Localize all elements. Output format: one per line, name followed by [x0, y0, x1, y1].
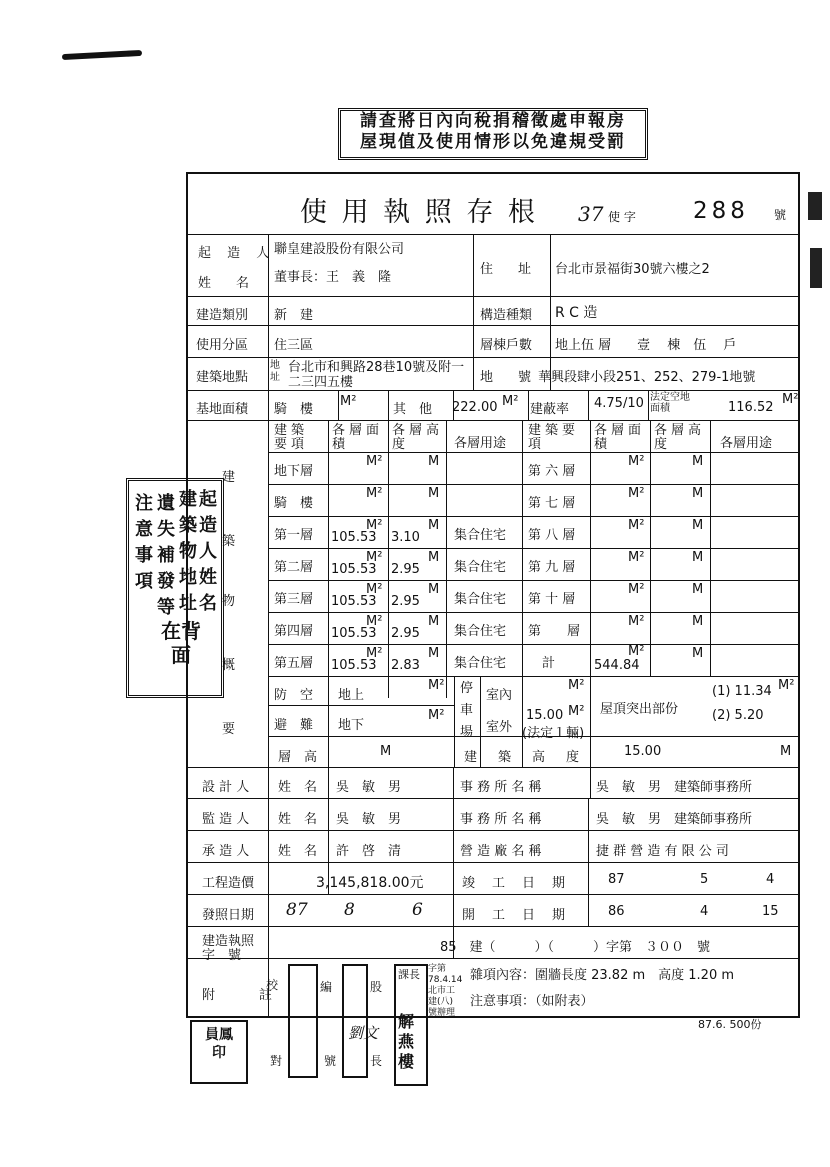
- applicant-chairman: 董事長：王 義 隆: [274, 270, 392, 285]
- vertical-label-1: 建: [222, 470, 236, 485]
- open-area-label: 法定空地面積: [650, 392, 690, 414]
- floor-name: 第一層: [274, 528, 314, 543]
- form-title: 使 用 執 照 存 根: [300, 197, 538, 228]
- issue-day: 6: [412, 900, 423, 920]
- roof-value-2: (2) 5.20: [712, 708, 764, 723]
- floor-name: 地下層: [274, 464, 314, 479]
- parking-outdoor-value: 15.00: [526, 708, 564, 723]
- header-use-2: 各層用途: [720, 436, 773, 451]
- contractor-name-label: 姓 名: [278, 844, 318, 859]
- remarks-label: 附 註: [202, 988, 279, 1003]
- unit-m2: M²: [366, 646, 383, 661]
- permit-number: 288: [693, 198, 749, 224]
- issue-year: 87: [286, 900, 308, 920]
- hao-char: 號: [774, 208, 787, 222]
- unit-m2: M²: [568, 704, 585, 719]
- floors-value: 地上伍 層 壹 棟 伍 戶: [555, 338, 737, 353]
- contractor-office-label: 營 造 廠 名 稱: [460, 844, 542, 859]
- unit-m2: M²: [778, 678, 795, 693]
- unit-m2: M²: [568, 678, 585, 693]
- sign-ji: 對: [270, 1054, 283, 1068]
- height-unit: M: [380, 744, 392, 759]
- unit-m: M: [692, 550, 704, 565]
- roof-label: 屋頂突出部份: [600, 702, 679, 717]
- unit-m: M: [428, 454, 440, 469]
- vertical-label-2: 築: [222, 534, 236, 549]
- addr-tag: 地址: [270, 360, 280, 383]
- area-label: 基地面積: [196, 402, 249, 417]
- floor-use: 集合住宅: [454, 560, 507, 575]
- floor-height: 2.95: [391, 562, 420, 577]
- vertical-label-4: 概: [222, 658, 236, 673]
- permit-label-2: 字 號: [202, 948, 242, 963]
- supervisor-office: 吳 敏 男 建築師事務所: [596, 812, 753, 827]
- vertical-label-5: 要: [222, 722, 236, 737]
- unit-m: M: [428, 486, 440, 501]
- unit-m: M: [692, 614, 704, 629]
- floor-area: 105.53: [331, 626, 377, 641]
- floor-use: 集合住宅: [454, 528, 507, 543]
- parking-label: 停車場: [460, 681, 474, 740]
- permit-text: 85 建（ ）（ ）字第 ３００ 號: [440, 940, 711, 955]
- unit-m: M: [428, 518, 440, 533]
- coverage-label: 建蔽率: [530, 402, 570, 417]
- open-area-unit: M²: [782, 392, 799, 407]
- zone-label: 使用分區: [196, 338, 249, 353]
- sign-doc-ref: 字第78.4.14北市工建(八)號辦理: [428, 964, 463, 1018]
- permit-suffix: 使 字: [608, 210, 636, 224]
- unit-m2: M²: [366, 582, 383, 597]
- other-unit: M²: [502, 394, 519, 409]
- unit-m: M: [692, 486, 704, 501]
- supervisor-name: 吳 敏 男: [336, 812, 402, 827]
- floor-name: 第二層: [274, 560, 314, 575]
- signature-block: [266, 960, 463, 1080]
- side-stamp-back: 在背面: [161, 619, 201, 667]
- height-label: 層 高: [278, 750, 318, 765]
- floor-height: 2.95: [391, 626, 420, 641]
- scan-mark-top: [62, 50, 142, 60]
- unit-m: M: [692, 646, 704, 661]
- unit-m2: M²: [366, 550, 383, 565]
- unit-m: M: [692, 582, 704, 597]
- sign-section: 股: [370, 980, 383, 994]
- total-area: 544.84: [594, 658, 640, 673]
- floor-right-name: 第 十 層: [528, 592, 576, 607]
- arcade-label: 騎 樓: [274, 402, 314, 417]
- structure-label: 構造種類: [480, 308, 533, 323]
- unit-m2: M²: [628, 518, 645, 533]
- unit-m2: M²: [628, 582, 645, 597]
- seal-text: 員鳳印: [205, 1027, 233, 1061]
- designer-name: 吳 敏 男: [336, 780, 402, 795]
- side-stamp-col3: 遺失補發等: [157, 493, 175, 618]
- contractor-name: 許 啓 清: [336, 844, 402, 859]
- parking-legal: (法定１輛): [522, 726, 585, 741]
- unit-m2: M²: [428, 708, 445, 723]
- permit-form: [186, 172, 800, 1018]
- remarks-misc: 雜項內容：圍牆長度 23.82 m 高度 1.20 m: [470, 968, 735, 983]
- designer-office-label: 事 務 所 名 稱: [460, 780, 542, 795]
- roof-value-1: (1) 11.34: [712, 684, 772, 699]
- applicant-label-b: 姓 名: [198, 276, 256, 291]
- scan-margin-marks: [804, 192, 824, 312]
- unit-m2: M²: [366, 454, 383, 469]
- floor-right-name: 第 八 層: [528, 528, 576, 543]
- unit-m2: M²: [628, 550, 645, 565]
- type-label: 建造類別: [196, 308, 249, 323]
- floor-use: 集合住宅: [454, 656, 507, 671]
- unit-m2: M²: [628, 454, 645, 469]
- site-label: 建築地點: [196, 370, 249, 385]
- floors-label: 層棟戶數: [480, 338, 533, 353]
- total-label: 計: [542, 656, 556, 671]
- other-value: 222.00: [452, 400, 498, 415]
- structure-value: R C 造: [555, 305, 598, 321]
- lot-value: 華興段肆小段251、252、279-1地號: [538, 370, 756, 385]
- side-stamp-col2: 建築物地址: [179, 489, 197, 614]
- contractor-office: 捷 群 營 造 有 限 公 司: [596, 844, 729, 859]
- tax-notice-stamp: [338, 108, 648, 160]
- official-seal-stamp: [190, 1020, 248, 1084]
- side-stamp-col4: 注意事項: [135, 493, 153, 592]
- shelter-label-2: 避 難: [274, 718, 314, 733]
- floor-right-name: 第 七 層: [528, 496, 576, 511]
- unit-m2: M²: [366, 518, 383, 533]
- cost-value: 3,145,818.00元: [316, 875, 424, 891]
- issue-month: 8: [344, 900, 355, 920]
- start-month: 4: [700, 904, 709, 919]
- start-year: 86: [608, 904, 625, 919]
- shelter-val-1: 地上: [338, 688, 365, 703]
- building-height-value: 15.00: [624, 744, 662, 759]
- tax-notice-line2: 屋現值及使用情形以免違規受罰: [360, 132, 626, 152]
- permit-label-1: 建造執照: [202, 934, 255, 949]
- completion-month: 5: [700, 872, 709, 887]
- zone-value: 住三區: [274, 338, 314, 353]
- unit-m: M: [428, 614, 440, 629]
- sign-zhang: 長: [370, 1054, 383, 1068]
- floor-area: 105.53: [331, 562, 377, 577]
- floor-right-name: 第 層: [528, 624, 581, 639]
- vertical-label-3: 物: [222, 594, 236, 609]
- header-item: 建築要項: [274, 423, 309, 452]
- shelter-label-1: 防 空: [274, 688, 314, 703]
- remarks-notes: 注意事項：（如附表）: [470, 994, 594, 1009]
- cost-label: 工程造價: [202, 876, 255, 891]
- start-day: 15: [762, 904, 779, 919]
- building-height-unit: M: [780, 744, 792, 759]
- unit-m2: M²: [366, 614, 383, 629]
- floor-right-name: 第 六 層: [528, 464, 576, 479]
- contractor-role: 承 造 人: [202, 844, 250, 859]
- completion-day: 4: [766, 872, 775, 887]
- coverage-value: 4.75/10: [594, 396, 644, 411]
- unit-m: M: [692, 454, 704, 469]
- floor-height: 3.10: [391, 530, 420, 545]
- designer-office: 吳 敏 男 建築師事務所: [596, 780, 753, 795]
- header-item-2: 建築要項: [528, 423, 580, 452]
- header-height-2: 各層高度: [654, 423, 706, 452]
- tax-notice-line1: 請查將日內向稅捐稽徵處申報房: [360, 111, 626, 131]
- designer-name-label: 姓 名: [278, 780, 318, 795]
- floor-name: 第五層: [274, 656, 314, 671]
- floor-height: 2.95: [391, 594, 420, 609]
- other-label: 其 他: [393, 402, 433, 417]
- arcade-unit: M²: [340, 394, 357, 409]
- parking-indoor: 室內: [486, 688, 513, 703]
- supervisor-role: 監 造 人: [202, 812, 250, 827]
- applicant-label-a: 起 造 人: [198, 246, 276, 261]
- unit-m2: M²: [628, 644, 645, 659]
- floor-area: 105.53: [331, 530, 377, 545]
- sign-bian: 編: [320, 980, 333, 994]
- unit-m2: M²: [366, 486, 383, 501]
- side-stamp-col1: 起造人姓名: [199, 489, 217, 614]
- print-note: 87.6. 500份: [698, 1018, 762, 1031]
- unit-m2: M²: [428, 678, 445, 693]
- type-value: 新 建: [274, 308, 314, 323]
- issue-label: 發照日期: [202, 908, 255, 923]
- site-address: 台北市和興路28巷10號及附一二三四五樓: [288, 360, 465, 390]
- lot-label: 地 號: [480, 370, 538, 385]
- floor-use: 集合住宅: [454, 624, 507, 639]
- floor-area: 105.53: [331, 658, 377, 673]
- sign-official: 劉文: [348, 1024, 379, 1042]
- unit-m2: M²: [628, 486, 645, 501]
- applicant-company: 聯皇建設股份有限公司: [274, 242, 405, 257]
- building-height-label: 建 築 高 度: [464, 750, 584, 765]
- supervisor-office-label: 事 務 所 名 稱: [460, 812, 542, 827]
- completion-label: 竣 工 日 期: [462, 876, 568, 891]
- open-area-value: 116.52: [728, 400, 774, 415]
- designer-role: 設 計 人: [202, 780, 250, 795]
- unit-m2: M²: [628, 614, 645, 629]
- unit-m: M: [692, 518, 704, 533]
- unit-m: M: [428, 646, 440, 661]
- shelter-val-2: 地下: [338, 718, 365, 733]
- floor-height: 2.83: [391, 658, 420, 673]
- header-use: 各層用途: [454, 436, 507, 451]
- header-area: 各層面積: [332, 423, 384, 452]
- completion-year: 87: [608, 872, 625, 887]
- address-label: 住 址: [480, 262, 538, 277]
- parking-outdoor: 室外: [486, 720, 513, 735]
- sign-dept: 課長: [398, 968, 420, 981]
- start-label: 開 工 日 期: [462, 908, 568, 923]
- floor-use: 集合住宅: [454, 592, 507, 607]
- unit-m: M: [428, 582, 440, 597]
- floor-name: 騎 樓: [274, 496, 314, 511]
- header-area-2: 各層面積: [594, 423, 646, 452]
- unit-m: M: [428, 550, 440, 565]
- header-height: 各層高度: [392, 423, 444, 452]
- floor-name: 第三層: [274, 592, 314, 607]
- supervisor-name-label: 姓 名: [278, 812, 318, 827]
- sign-hao: 號: [324, 1054, 337, 1068]
- permit-year: 37: [578, 202, 604, 226]
- floor-name: 第四層: [274, 624, 314, 639]
- sign-school: 校: [266, 978, 279, 992]
- applicant-address: 台北市景福街30號六樓之2: [555, 262, 710, 277]
- floor-right-name: 第 九 層: [528, 560, 576, 575]
- sign-chief: 解燕樓: [398, 1012, 415, 1071]
- floor-area: 105.53: [331, 594, 377, 609]
